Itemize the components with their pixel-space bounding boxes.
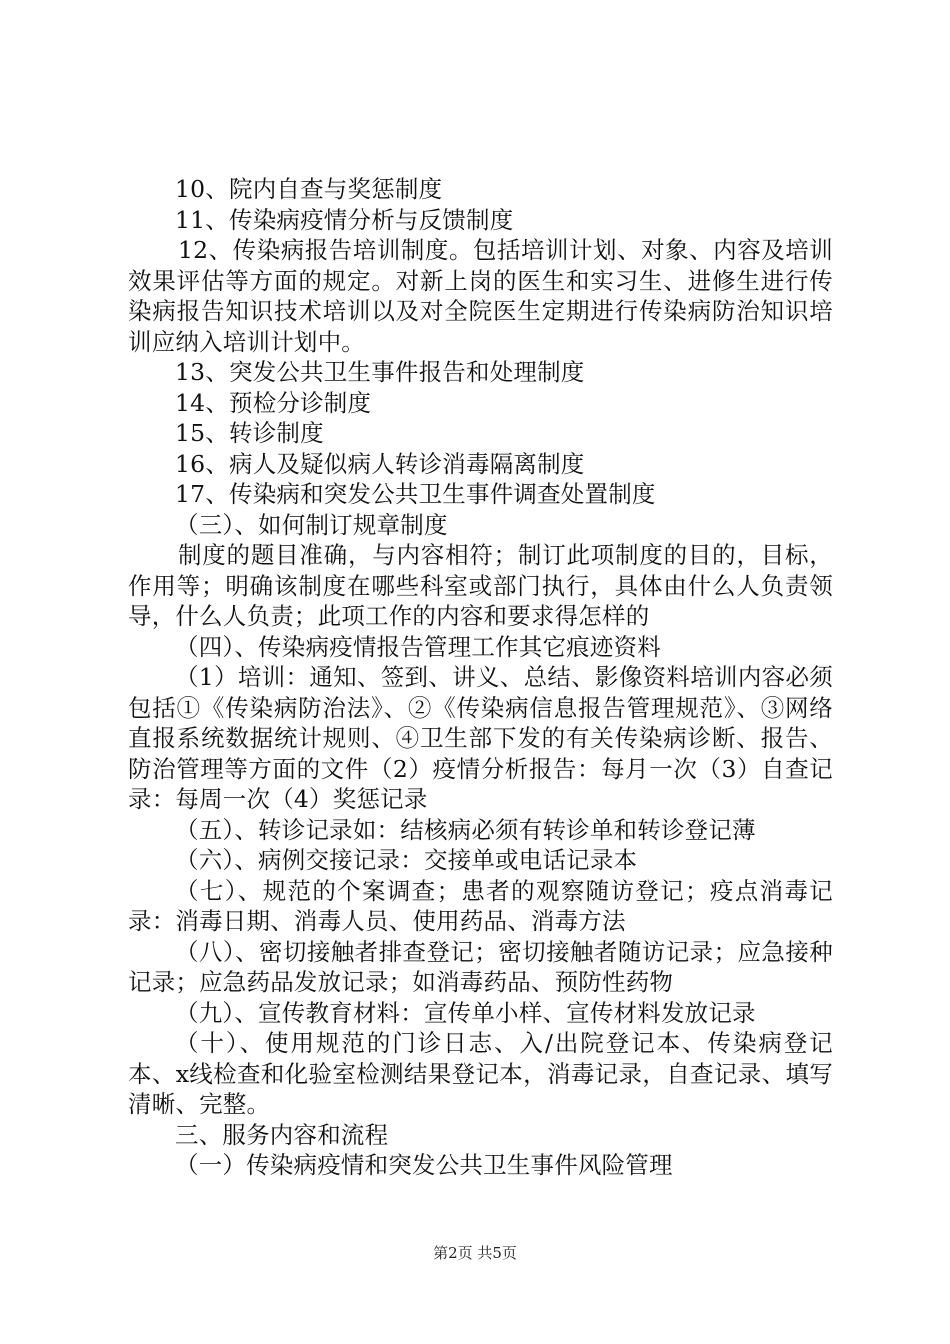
paragraph: （七）、规范的个案调查；患者的观察随访登记；疫点消毒记录：消毒日期、消毒人员、使用药品、消毒方法 xyxy=(128,876,833,935)
page-footer: 第2页 共5页 xyxy=(433,1244,517,1262)
paragraph: 16、病人及疑似病人转诊消毒隔离制度 xyxy=(175,449,585,478)
document-body xyxy=(128,174,833,1181)
paragraph: 12、传染病报告培训制度。包括培训计划、对象、内容及培训效果评估等方面的规定。对新上岗的医生和实习生、进修生进行传染病报告知识技术培训以及对全院医生定期进行传染病防治知识培训应纳入培训计划中。 xyxy=(128,236,833,356)
paragraph: 11、传染病疫情分析与反馈制度 xyxy=(175,205,514,234)
paragraph: （五）、转诊记录如：结核病必须有转诊单和转诊登记薄 xyxy=(175,815,756,844)
paragraph: 制度的题目准确，与内容相符；制订此项制度的目的，目标，作用等；明确该制度在哪些科室或部门执行，具体由什么人负责领导，什么人负责；此项工作的内容和要求得怎样的 xyxy=(128,541,833,630)
paragraph: （六）、病例交接记录：交接单或电话记录本 xyxy=(175,846,638,874)
paragraph: 13、突发公共卫生事件报告和处理制度 xyxy=(175,358,585,386)
paragraph: （一）传染病疫情和突发公共卫生事件风险管理 xyxy=(175,1151,673,1179)
paragraph: （九）、宣传教育材料：宣传单小样、宣传材料发放记录 xyxy=(175,998,756,1027)
paragraph: （八）、密切接触者排查登记；密切接触者随访记录；应急接种记录；应急药品发放记录；如消毒药品、预防性药物 xyxy=(128,937,833,996)
paragraph: 15、转诊制度 xyxy=(175,419,324,447)
paragraph: 14、预检分诊制度 xyxy=(175,388,372,417)
paragraph: 三、服务内容和流程 xyxy=(175,1120,389,1149)
paragraph: 17、传染病和突发公共卫生事件调查处置制度 xyxy=(175,480,656,508)
paragraph: （四）、传染病疫情报告管理工作其它痕迹资料 xyxy=(175,632,661,661)
paragraph: （1）培训：通知、签到、讲义、总结、影像资料培训内容必须包括①《传染病防治法》、②《传染病信息报告管理规范》、③网络直报系统数据统计规则、④卫生部下发的有关传染病诊断、报告、防治管理等方面的文件（2）疫情分析报告：每月一次（3）自查记录：每周一次（4）奖惩记录 xyxy=(128,663,833,813)
paragraph: （三）、如何制订规章制度 xyxy=(175,510,448,539)
paragraph: 10、院内自查与奖惩制度 xyxy=(175,175,443,203)
paragraph: （十）、使用规范的门诊日志、入/出院登记本、传染病登记本、x线检查和化验室检测结果登记本，消毒记录，自查记录、填写清晰、完整。 xyxy=(128,1029,833,1118)
